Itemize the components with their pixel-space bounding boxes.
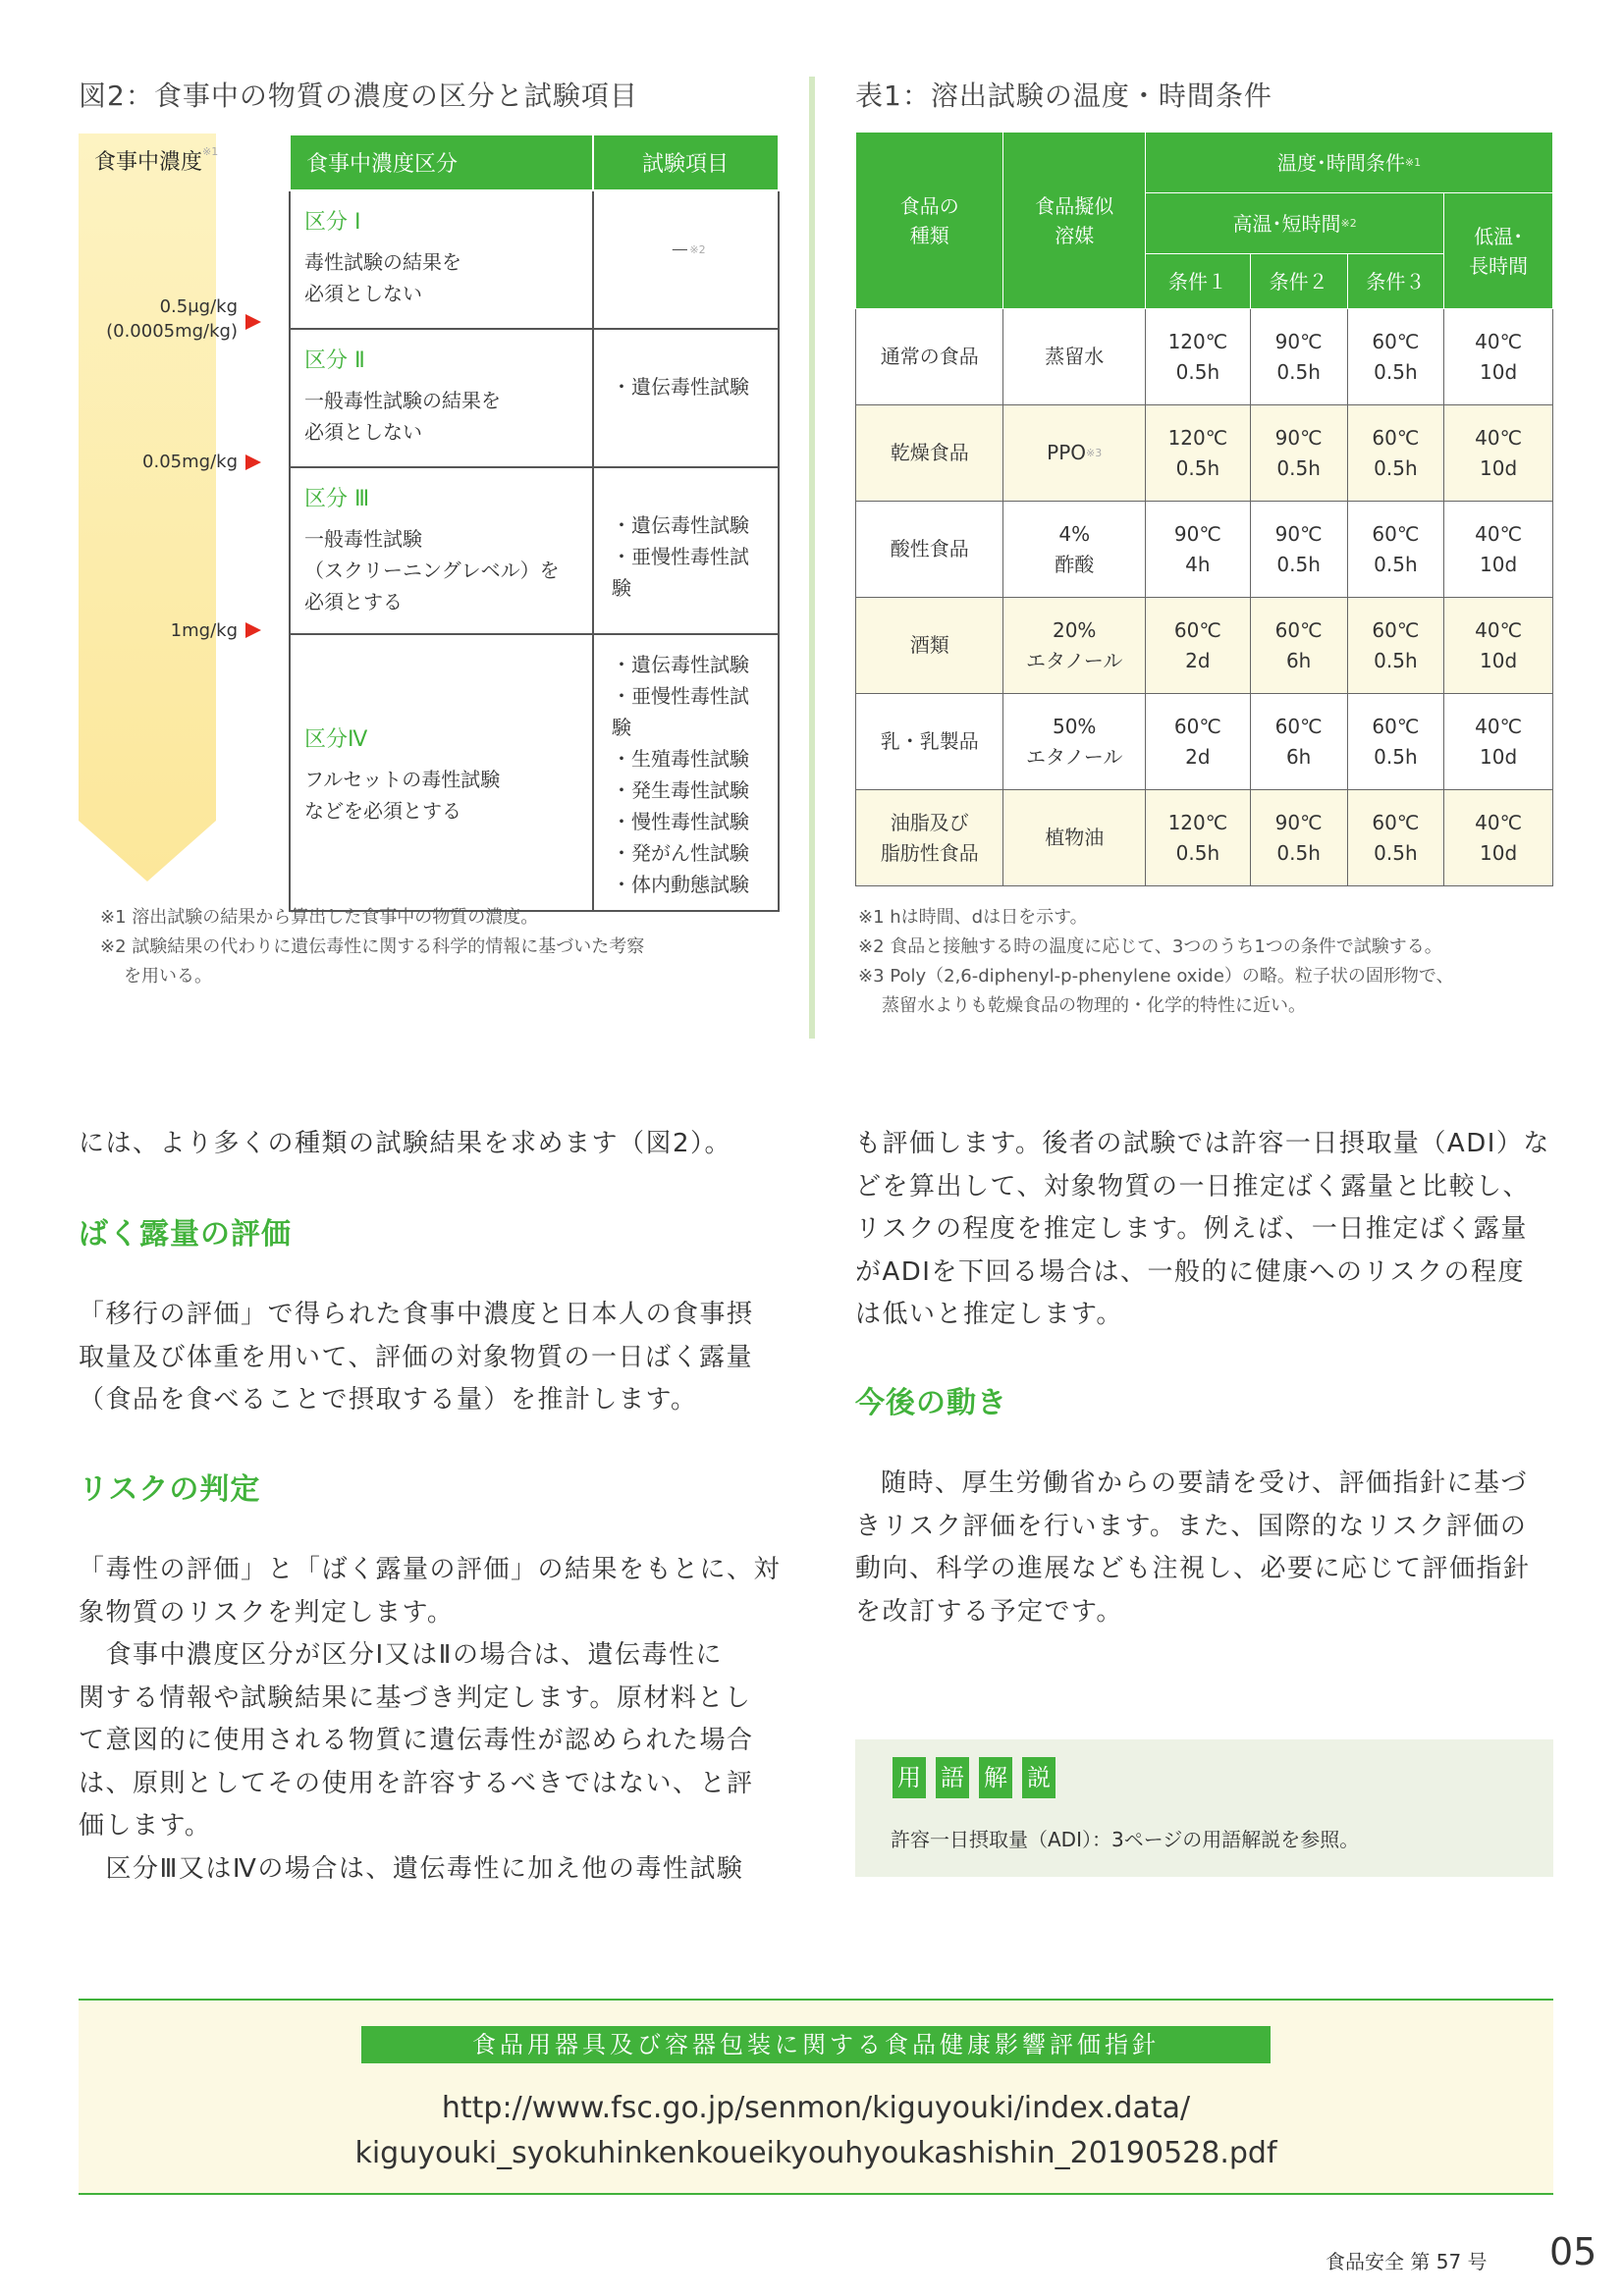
risk-body-cont (855, 1123, 1558, 1337)
t1-header-sim2: 溶媒 (1055, 223, 1095, 247)
class-label: 区分Ⅳ (304, 727, 368, 752)
test-item: ・遺伝毒性試験 (612, 375, 749, 399)
note-line: 蒸留水よりも乾燥食品の物理的・化学的特性に近い。 (882, 995, 1306, 1016)
cond-temp: 60℃ (1173, 617, 1221, 642)
test-item: ・亜慢性毒性試験 (612, 684, 749, 739)
exposure-heading: ばく露量の評価 (79, 1217, 292, 1252)
fig2-row (290, 190, 779, 329)
class-desc: 一般毒性試験の結果を (304, 389, 501, 412)
cond-time: 0.5h (1374, 744, 1418, 769)
sim-cell: 蒸留水 (1003, 309, 1146, 405)
paragraph-line: 「毒性の評価」と「ばく露量の評価」の結果をもとに、対 (79, 1555, 782, 1584)
paragraph-line: て意図的に使用される物質に遺伝毒性が認められた場合 (79, 1726, 754, 1755)
paragraph-line: 区分Ⅲ又はⅣの場合は、遺伝毒性に加え他の毒性試験 (79, 1853, 744, 1884)
cond-time: 2d (1185, 744, 1211, 769)
fig2-row (290, 634, 779, 911)
test-item: ・慢性毒性試験 (612, 810, 749, 833)
paragraph-line: リスクの程度を推定します。例えば、一日推定ばく露量 (855, 1214, 1528, 1244)
food-cell: 乾燥食品 (856, 405, 1003, 502)
cond-temp: 90℃ (1274, 810, 1323, 834)
paragraph-line: 食事中濃度区分が区分Ⅰ又はⅡの場合は、遺伝毒性に (79, 1640, 723, 1670)
fig2-row (290, 329, 779, 467)
note-line: ※1 hは時間、dは日を示す。 (858, 907, 1088, 928)
paragraph-line: 随時、厚生労働省からの要請を受け、評価指針に基づ (881, 1468, 1528, 1498)
sim-cell-2: エタノール (1026, 648, 1123, 672)
cond-temp: 60℃ (1372, 810, 1420, 834)
risk-heading: リスクの判定 (79, 1472, 261, 1507)
cond-temp: 60℃ (1274, 617, 1323, 642)
level-sub-1: (0.0005mg/kg) (106, 321, 238, 342)
guideline-url-line1[interactable]: http://www.fsc.go.jp/senmon/kiguyouki/index.data/ (441, 2091, 1191, 2125)
food-cell: 油脂及び (890, 810, 969, 834)
cond-temp: 120℃ (1167, 810, 1228, 834)
cond-temp: 90℃ (1274, 521, 1323, 546)
cond-temp: 40℃ (1475, 425, 1523, 450)
t1-header-c1: 条件１ (1146, 254, 1251, 309)
food-cell: 酸性食品 (856, 502, 1003, 598)
cond-time: 10d (1480, 455, 1518, 480)
cond-temp: 90℃ (1173, 521, 1221, 546)
t1-header-high-note: ※2 (1340, 216, 1357, 230)
test-item: ・発生毒性試験 (612, 778, 749, 802)
test-note: ※2 (689, 243, 706, 256)
sim-cell: 4% (1058, 521, 1091, 546)
table-row (856, 309, 1553, 405)
class-desc: などを必須とする (304, 799, 461, 823)
table-row (856, 502, 1553, 598)
cond-temp: 60℃ (1372, 617, 1420, 642)
cond-time: 0.5h (1374, 359, 1418, 384)
cond-temp: 120℃ (1167, 425, 1228, 450)
cond-time: 10d (1480, 552, 1518, 576)
t1-header-temp: 温度･時間条件 (1276, 150, 1405, 175)
test-item: － (670, 239, 690, 262)
level-marker-3 (245, 622, 261, 638)
fig2-row (290, 467, 779, 634)
intro-text: には、より多くの種類の試験結果を求めます（図2）。 (79, 1129, 732, 1158)
figure2-table (289, 133, 780, 912)
concentration-note: ※1 (202, 145, 219, 158)
guideline-title: 食品用器具及び容器包装に関する食品健康影響評価指針 (361, 2026, 1271, 2063)
test-item: ・遺伝毒性試験 (612, 513, 749, 537)
sim-cell: 20% (1052, 617, 1097, 642)
level-marker-2 (245, 454, 261, 470)
paragraph-line: は、原則としてその使用を許容するべきではない、と評 (79, 1768, 754, 1798)
table-row (856, 790, 1553, 886)
paragraph-line: 「移行の評価」で得られた食事中濃度と日本人の食事摂 (79, 1300, 754, 1329)
guideline-url-line2[interactable]: kiguyouki_syokuhinkenkoueikyouhyoukashishin_20190528.pdf (354, 2136, 1277, 2170)
cond-time: 0.5h (1276, 359, 1321, 384)
cond-time: 10d (1480, 840, 1518, 865)
paragraph-line: 象物質のリスクを判定します。 (79, 1597, 455, 1628)
page-number: 05 (1549, 2230, 1597, 2273)
future-heading: 今後の動き (855, 1386, 1007, 1420)
cond-time: 0.5h (1276, 552, 1321, 576)
publication-name: 食品安全 第 57 号 (1326, 2250, 1488, 2273)
cond-temp: 40℃ (1475, 714, 1523, 738)
cond-time: 0.5h (1276, 455, 1321, 480)
cond-time: 10d (1480, 648, 1518, 672)
cond-temp: 60℃ (1372, 425, 1420, 450)
table-row (856, 694, 1553, 790)
table1 (855, 132, 1553, 886)
paragraph-line: 価します。 (79, 1811, 212, 1841)
food-cell: 酒類 (856, 598, 1003, 694)
note-line: ※1 溶出試験の結果から算出した食事中の物質の濃度。 (100, 907, 539, 928)
glossary-char: 説 (1022, 1757, 1056, 1798)
risk-body (79, 1549, 782, 1891)
cond-temp: 90℃ (1274, 329, 1323, 353)
cond-temp: 120℃ (1167, 329, 1228, 353)
cond-time: 0.5h (1374, 840, 1418, 865)
guideline-link-box (79, 1999, 1553, 2195)
note-line: ※2 食品と接触する時の温度に応じて、3つのうち1つの条件で試験する。 (858, 936, 1442, 957)
t1-header-low2: 長時間 (1469, 253, 1529, 278)
paragraph-line: どを算出して、対象物質の一日推定ばく露量と比較し、 (855, 1171, 1530, 1201)
cond-temp: 90℃ (1274, 425, 1323, 450)
paragraph-line: も評価します。後者の試験では許容一日摂取量（ADI）な (855, 1129, 1550, 1158)
t1-header-food: 食品の (899, 193, 959, 218)
figure2-notes (100, 903, 787, 991)
cond-time: 0.5h (1175, 455, 1220, 480)
fig2-header-class: 食事中濃度区分 (290, 134, 593, 190)
test-item: ・発がん性試験 (612, 841, 749, 865)
sim-cell: 植物油 (1003, 790, 1146, 886)
cond-temp: 60℃ (1274, 714, 1323, 738)
cond-time: 0.5h (1276, 840, 1321, 865)
cond-temp: 40℃ (1475, 521, 1523, 546)
class-desc: 必須としない (304, 420, 422, 444)
t1-header-temp-note: ※1 (1404, 155, 1422, 169)
table-row (856, 405, 1553, 502)
cond-time: 6h (1285, 744, 1312, 769)
cond-temp: 60℃ (1372, 521, 1420, 546)
test-item: ・亜慢性毒性試験 (612, 545, 749, 600)
level-marker-1 (245, 314, 261, 330)
class-desc: （スクリーニングレベル）を (304, 559, 560, 582)
t1-header-c3: 条件３ (1347, 254, 1444, 309)
cond-time: 0.5h (1374, 648, 1418, 672)
food-cell-2: 脂肪性食品 (880, 840, 979, 865)
sim-note: ※3 (1086, 447, 1103, 459)
t1-header-low: 低温･ (1474, 224, 1524, 248)
note-line: ※3 Poly（2,6-diphenyl-p-phenylene oxide）の略。粒子状の固形物で、 (858, 966, 1454, 987)
cond-time: 0.5h (1374, 455, 1418, 480)
paragraph-line: がADIを下回る場合は、一般的に健康へのリスクの程度 (855, 1256, 1525, 1287)
column-divider (809, 77, 815, 1039)
paragraph-line: を改訂する予定です。 (855, 1596, 1123, 1627)
table-row (856, 598, 1553, 694)
cond-time: 0.5h (1374, 552, 1418, 576)
paragraph-line: きリスク評価を行います。また、国際的なリスク評価の (855, 1511, 1528, 1541)
fig2-header-tests: 試験項目 (593, 134, 779, 190)
cond-time: 10d (1480, 359, 1518, 384)
sim-cell-2: エタノール (1026, 744, 1123, 769)
level-label-3: 1mg/kg (170, 620, 238, 641)
figure2-title: 図2：食事中の物質の濃度の区分と試験項目 (79, 80, 638, 112)
sim-cell: 50% (1052, 714, 1097, 738)
note-line: を用いる。 (124, 966, 212, 987)
sim-cell: PPO (1047, 441, 1087, 464)
table1-title: 表1：溶出試験の温度・時間条件 (855, 80, 1272, 112)
sim-cell-2: 酢酸 (1055, 552, 1095, 576)
t1-header-sim: 食品擬似 (1035, 193, 1114, 218)
glossary-box (855, 1739, 1553, 1877)
t1-header-c2: 条件２ (1250, 254, 1347, 309)
class-desc: 必須とする (304, 590, 403, 614)
cond-time: 2d (1185, 648, 1211, 672)
paragraph-line: 取量及び体重を用いて、評価の対象物質の一日ばく露量 (79, 1342, 753, 1372)
food-cell: 乳・乳製品 (856, 694, 1003, 790)
t1-header-food2: 種類 (909, 223, 949, 247)
cond-time: 4h (1185, 552, 1211, 576)
paragraph-line: （食品を食べることで摂取する量）を推計します。 (79, 1385, 698, 1415)
concentration-label: 食事中濃度 (94, 150, 203, 175)
exposure-body (79, 1294, 782, 1422)
class-desc: 必須としない (304, 282, 422, 305)
class-desc: 毒性試験の結果を (304, 250, 461, 274)
cond-temp: 60℃ (1173, 714, 1221, 738)
paragraph-line: 関する情報や試験結果に基づき判定します。原材料とし (79, 1682, 752, 1713)
test-item: ・生殖毒性試験 (612, 747, 749, 771)
class-label: 区分 Ⅰ (304, 210, 361, 235)
glossary-text: 許容一日摂取量（ADI）：3ページの用語解説を参照。 (891, 1828, 1360, 1851)
glossary-char: 解 (979, 1757, 1012, 1798)
note-line: ※2 試験結果の代わりに遺伝毒性に関する科学的情報に基づいた考察 (100, 936, 645, 957)
concentration-arrow (79, 133, 219, 881)
cond-temp: 60℃ (1372, 714, 1420, 738)
cond-temp: 40℃ (1475, 617, 1523, 642)
paragraph-line: 動向、科学の進展なども注視し、必要に応じて評価指針 (855, 1554, 1531, 1583)
cond-temp: 60℃ (1372, 329, 1420, 353)
cond-time: 0.5h (1175, 359, 1220, 384)
class-desc: 一般毒性試験 (304, 527, 422, 551)
cond-time: 0.5h (1175, 840, 1220, 865)
glossary-char: 語 (936, 1757, 969, 1798)
test-item: ・体内動態試験 (612, 873, 749, 896)
paragraph-line: は低いと推定します。 (855, 1300, 1123, 1329)
class-label: 区分 Ⅲ (304, 487, 370, 511)
cond-time: 6h (1285, 648, 1312, 672)
class-desc: フルセットの毒性試験 (304, 768, 501, 791)
t1-header-high: 高温･短時間 (1232, 211, 1341, 236)
glossary-char: 用 (893, 1757, 926, 1798)
future-body (855, 1463, 1558, 1633)
test-item: ・遺伝毒性試験 (612, 653, 749, 676)
cond-time: 10d (1480, 744, 1518, 769)
cond-temp: 40℃ (1475, 329, 1523, 353)
cond-temp: 40℃ (1475, 810, 1523, 834)
table1-notes (858, 903, 1565, 1021)
food-cell: 通常の食品 (856, 309, 1003, 405)
class-label: 区分 Ⅱ (304, 348, 365, 373)
level-label-1: 0.5μg/kg (159, 296, 238, 317)
level-label-2: 0.05mg/kg (142, 452, 238, 472)
